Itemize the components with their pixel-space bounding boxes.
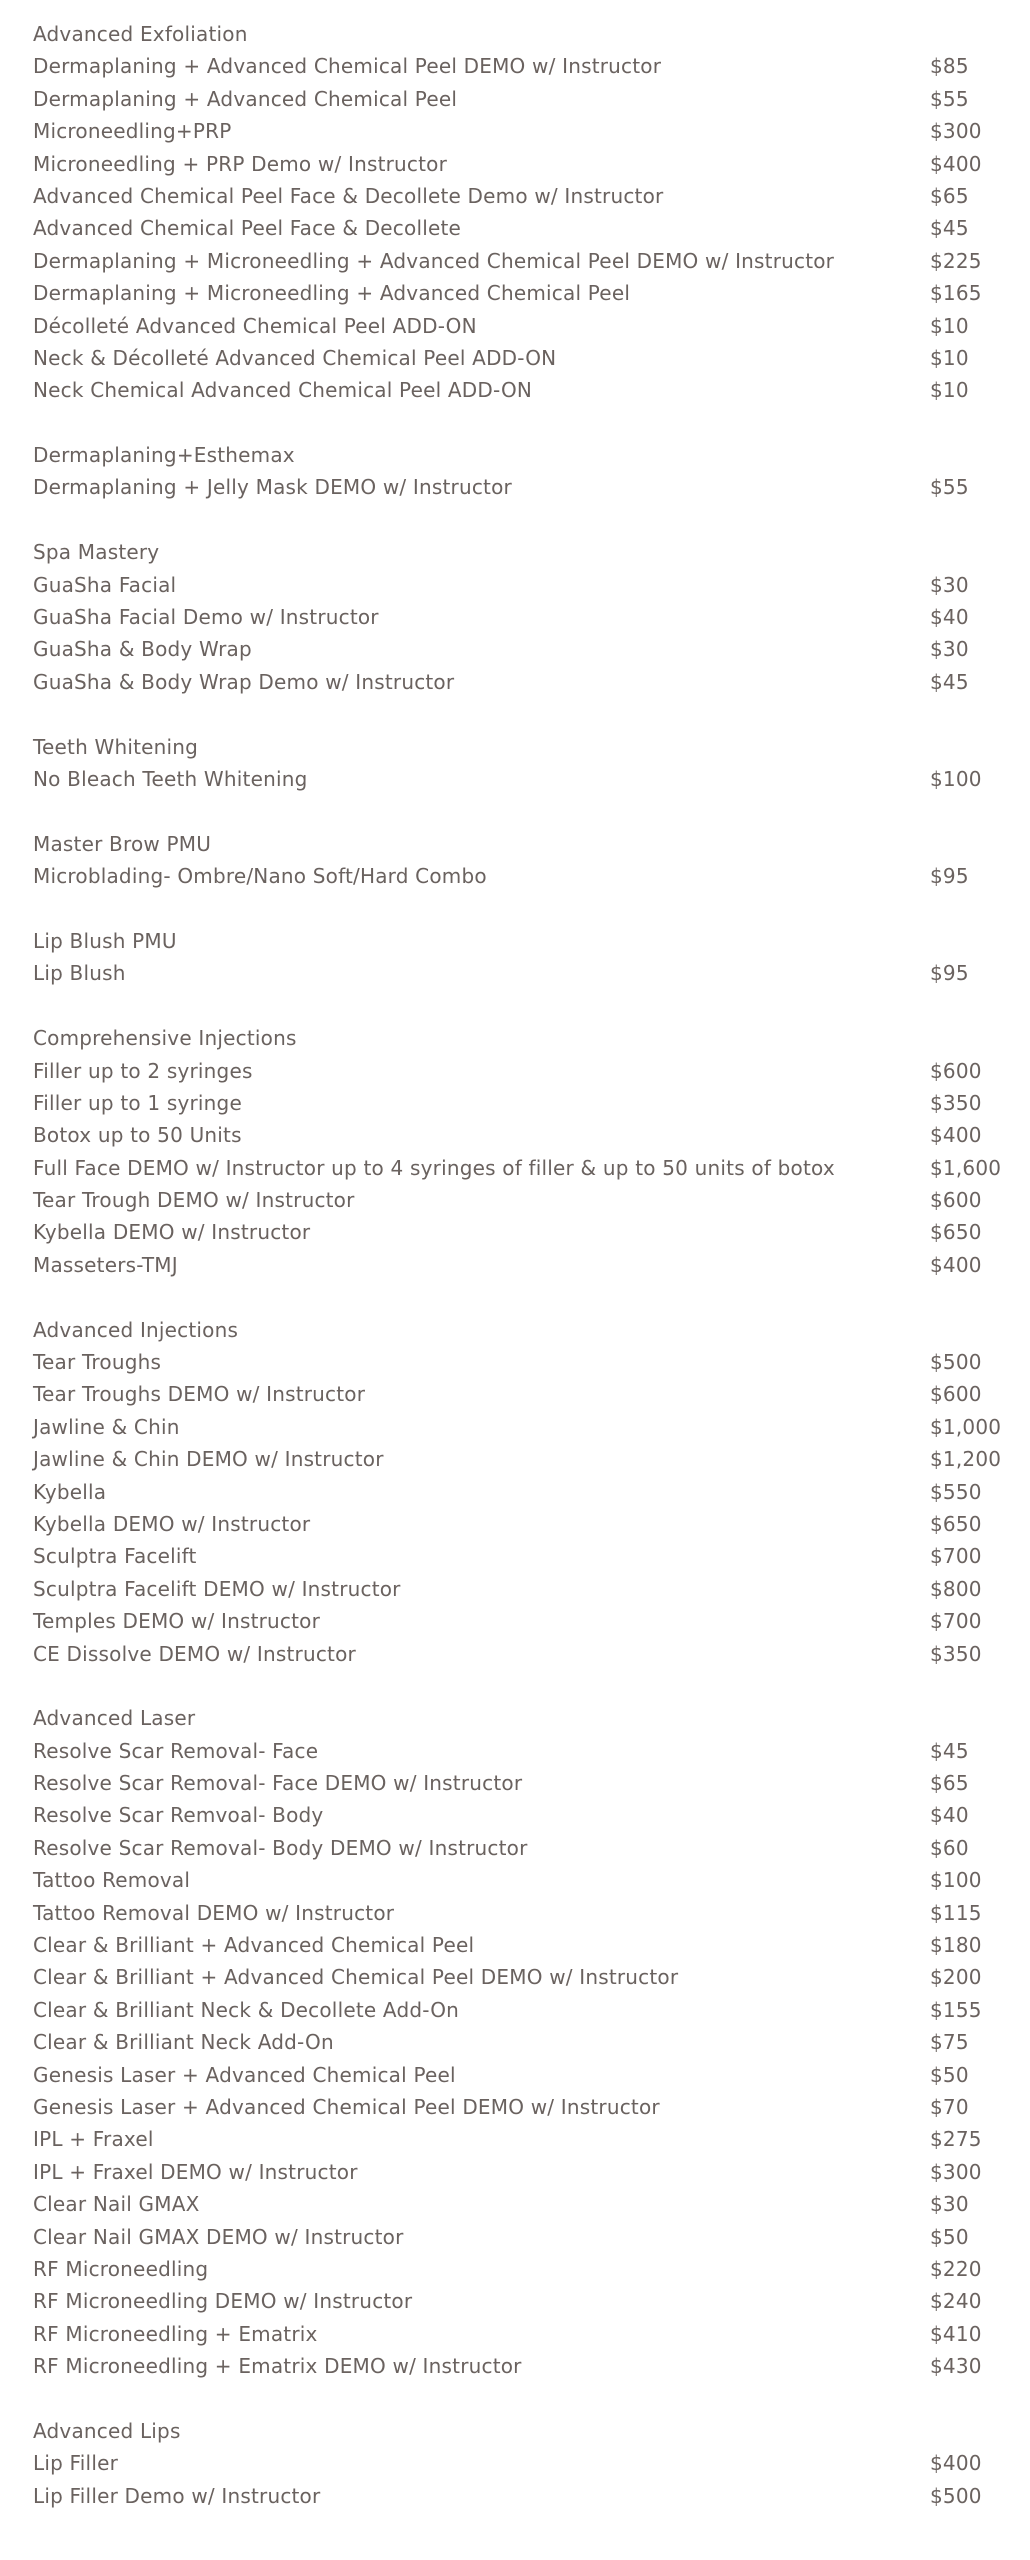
section-heading: Advanced Injections xyxy=(33,1317,239,1342)
service-name: CE Dissolve DEMO w/ Instructor xyxy=(33,1641,356,1666)
service-row xyxy=(33,1735,1013,1767)
service-row xyxy=(33,1087,1013,1119)
section-heading: Advanced Laser xyxy=(33,1706,196,1731)
service-name: Microneedling + PRP Demo w/ Instructor xyxy=(33,151,448,176)
service-price: $275 xyxy=(930,2127,982,2152)
service-row xyxy=(33,957,1013,989)
service-row xyxy=(33,2253,1013,2285)
service-name: Dermaplaning + Advanced Chemical Peel DEMO w/ Instructor xyxy=(33,54,662,79)
section-heading: Master Brow PMU xyxy=(33,831,212,856)
service-price: $100 xyxy=(930,1868,982,1893)
service-name: Clear Nail GMAX DEMO w/ Instructor xyxy=(33,2224,404,2249)
service-price: $45 xyxy=(930,216,969,241)
service-row xyxy=(33,1864,1013,1896)
service-name: Botox up to 50 Units xyxy=(33,1123,242,1148)
service-row xyxy=(33,471,1013,503)
menu-section xyxy=(33,1314,1013,1670)
service-name: Kybella DEMO w/ Instructor xyxy=(33,1220,311,1245)
service-row xyxy=(33,1411,1013,1443)
service-price: $85 xyxy=(930,54,969,79)
service-name: Clear & Brilliant + Advanced Chemical Peel xyxy=(33,1933,475,1958)
service-price: $30 xyxy=(930,637,969,662)
service-name: Temples DEMO w/ Instructor xyxy=(33,1609,321,1634)
service-price: $10 xyxy=(930,378,969,403)
service-row xyxy=(33,245,1013,277)
service-price: $400 xyxy=(930,1252,982,1277)
service-row xyxy=(33,860,1013,892)
service-price: $60 xyxy=(930,1835,969,1860)
service-price: $430 xyxy=(930,2354,982,2379)
service-price: $165 xyxy=(930,281,982,306)
service-name: Resolve Scar Removal- Body DEMO w/ Instructor xyxy=(33,1835,528,1860)
service-name: GuaSha & Body Wrap Demo w/ Instructor xyxy=(33,669,455,694)
service-price: $350 xyxy=(930,1090,982,1115)
service-price: $350 xyxy=(930,1641,982,1666)
service-row xyxy=(33,212,1013,244)
service-row xyxy=(33,1152,1013,1184)
menu-section xyxy=(33,1022,1013,1281)
service-price: $30 xyxy=(930,572,969,597)
menu-section xyxy=(33,925,1013,990)
service-price: $95 xyxy=(930,961,969,986)
service-name: RF Microneedling xyxy=(33,2256,209,2281)
menu-section xyxy=(33,18,1013,407)
service-row xyxy=(33,83,1013,115)
menu-section xyxy=(33,2415,1013,2512)
service-price: $30 xyxy=(930,2192,969,2217)
service-row xyxy=(33,569,1013,601)
service-name: Lip Blush xyxy=(33,961,126,986)
section-heading: Lip Blush PMU xyxy=(33,928,177,953)
service-price: $600 xyxy=(930,1382,982,1407)
service-row xyxy=(33,1832,1013,1864)
service-price: $400 xyxy=(930,2451,982,2476)
service-row xyxy=(33,601,1013,633)
service-row xyxy=(33,1378,1013,1410)
service-name: Dermaplaning + Jelly Mask DEMO w/ Instructor xyxy=(33,475,512,500)
service-price: $40 xyxy=(930,1803,969,1828)
service-price: $155 xyxy=(930,1997,982,2022)
service-row xyxy=(33,2350,1013,2382)
service-name: Resolve Scar Removal- Face DEMO w/ Instructor xyxy=(33,1771,523,1796)
service-price: $40 xyxy=(930,605,969,630)
service-row xyxy=(33,1573,1013,1605)
service-price: $400 xyxy=(930,1123,982,1148)
service-name: Tear Trough DEMO w/ Instructor xyxy=(33,1188,355,1213)
service-price: $45 xyxy=(930,669,969,694)
service-name: Jawline & Chin DEMO w/ Instructor xyxy=(33,1447,384,1472)
service-price: $1,200 xyxy=(930,1447,1002,1472)
service-price: $225 xyxy=(930,248,982,273)
menu-section xyxy=(33,439,1013,504)
service-name: Filler up to 2 syringes xyxy=(33,1058,253,1083)
service-price: $650 xyxy=(930,1220,982,1245)
service-name: Resolve Scar Remvoal- Body xyxy=(33,1803,324,1828)
service-row xyxy=(33,666,1013,698)
service-name: No Bleach Teeth Whitening xyxy=(33,766,308,791)
service-price: $600 xyxy=(930,1188,982,1213)
menu-section xyxy=(33,828,1013,893)
service-name: Décolleté Advanced Chemical Peel ADD-ON xyxy=(33,313,477,338)
service-price: $65 xyxy=(930,183,969,208)
service-name: Dermaplaning + Advanced Chemical Peel xyxy=(33,86,458,111)
service-name: Tattoo Removal DEMO w/ Instructor xyxy=(33,1900,395,1925)
service-row xyxy=(33,633,1013,665)
service-row xyxy=(33,1346,1013,1378)
service-name: Advanced Chemical Peel Face & Decollete xyxy=(33,216,462,241)
service-price: $240 xyxy=(930,2289,982,2314)
service-name: RF Microneedling DEMO w/ Instructor xyxy=(33,2289,413,2314)
service-price: $45 xyxy=(930,1738,969,1763)
service-name: Kybella DEMO w/ Instructor xyxy=(33,1511,311,1536)
service-row xyxy=(33,1605,1013,1637)
service-price: $95 xyxy=(930,864,969,889)
service-row xyxy=(33,2059,1013,2091)
service-row xyxy=(33,763,1013,795)
section-heading: Comprehensive Injections xyxy=(33,1026,297,1051)
service-price: $550 xyxy=(930,1479,982,1504)
service-row xyxy=(33,2123,1013,2155)
service-name: Advanced Chemical Peel Face & Decollete Demo w/ Instructor xyxy=(33,183,664,208)
service-price: $500 xyxy=(930,1350,982,1375)
service-name: Dermaplaning + Microneedling + Advanced Chemical Peel DEMO w/ Instructor xyxy=(33,248,835,273)
service-name: Neck Chemical Advanced Chemical Peel ADD-ON xyxy=(33,378,533,403)
service-row xyxy=(33,1119,1013,1151)
service-row xyxy=(33,115,1013,147)
service-row xyxy=(33,1476,1013,1508)
service-row xyxy=(33,342,1013,374)
service-row xyxy=(33,1994,1013,2026)
service-name: Genesis Laser + Advanced Chemical Peel DEMO w/ Instructor xyxy=(33,2095,660,2119)
service-row xyxy=(33,1961,1013,1993)
service-price: $55 xyxy=(930,86,969,111)
service-row xyxy=(33,1540,1013,1572)
service-name: Masseters-TMJ xyxy=(33,1252,178,1277)
service-name: RF Microneedling + Ematrix DEMO w/ Instructor xyxy=(33,2354,522,2379)
service-name: Microblading- Ombre/Nano Soft/Hard Combo xyxy=(33,864,487,889)
section-heading: Advanced Exfoliation xyxy=(33,22,248,46)
service-row xyxy=(33,50,1013,82)
service-row xyxy=(33,1055,1013,1087)
service-name: Full Face DEMO w/ Instructor up to 4 syringes of filler & up to 50 units of botox xyxy=(33,1155,835,1180)
section-heading: Teeth Whitening xyxy=(33,734,199,759)
service-row xyxy=(33,2447,1013,2479)
service-price: $10 xyxy=(930,313,969,338)
service-price: $300 xyxy=(930,119,982,144)
service-name: Clear & Brilliant Neck Add-On xyxy=(33,2030,334,2055)
service-row xyxy=(33,180,1013,212)
service-row xyxy=(33,148,1013,180)
service-row xyxy=(33,374,1013,406)
service-name: Jawline & Chin xyxy=(33,1414,180,1439)
service-name: Sculptra Facelift DEMO w/ Instructor xyxy=(33,1576,401,1601)
service-name: GuaSha & Body Wrap xyxy=(33,637,252,662)
service-price: $400 xyxy=(930,151,982,176)
service-price: $700 xyxy=(930,1544,982,1569)
service-price: $50 xyxy=(930,2062,969,2087)
service-price: $1,000 xyxy=(930,1414,1002,1439)
service-name: Tattoo Removal xyxy=(33,1868,191,1893)
service-price: $700 xyxy=(930,1609,982,1634)
service-name: Neck & Décolleté Advanced Chemical Peel ADD-ON xyxy=(33,345,557,370)
service-name: Lip Filler xyxy=(33,2451,118,2476)
section-heading: Spa Mastery xyxy=(33,540,160,565)
service-price: $75 xyxy=(930,2030,969,2055)
service-price: $10 xyxy=(930,345,969,370)
service-price: $70 xyxy=(930,2095,969,2119)
service-name: Clear & Brilliant + Advanced Chemical Peel DEMO w/ Instructor xyxy=(33,1965,679,1990)
service-row xyxy=(33,1508,1013,1540)
service-price: $800 xyxy=(930,1576,982,1601)
price-menu xyxy=(33,18,1013,2544)
menu-section xyxy=(33,1702,1013,2382)
section-heading: Dermaplaning+Esthemax xyxy=(33,443,295,468)
service-name: Lip Filler Demo w/ Instructor xyxy=(33,2483,321,2508)
service-row xyxy=(33,1929,1013,1961)
service-price: $200 xyxy=(930,1965,982,1990)
service-row xyxy=(33,1767,1013,1799)
service-row xyxy=(33,1249,1013,1281)
service-row xyxy=(33,2026,1013,2058)
service-name: IPL + Fraxel xyxy=(33,2127,154,2152)
service-name: Resolve Scar Removal- Face xyxy=(33,1738,319,1763)
service-price: $410 xyxy=(930,2321,982,2346)
service-name: Genesis Laser + Advanced Chemical Peel xyxy=(33,2062,456,2087)
service-price: $500 xyxy=(930,2483,982,2508)
service-price: $220 xyxy=(930,2256,982,2281)
service-price: $100 xyxy=(930,766,982,791)
service-row xyxy=(33,1443,1013,1475)
service-row xyxy=(33,1216,1013,1248)
service-row xyxy=(33,2156,1013,2188)
service-row xyxy=(33,2221,1013,2253)
service-row xyxy=(33,1799,1013,1831)
service-name: GuaSha Facial Demo w/ Instructor xyxy=(33,605,379,630)
service-name: RF Microneedling + Ematrix xyxy=(33,2321,318,2346)
service-row xyxy=(33,277,1013,309)
service-name: Filler up to 1 syringe xyxy=(33,1090,242,1115)
service-price: $1,600 xyxy=(930,1155,1002,1180)
service-row xyxy=(33,310,1013,342)
menu-section xyxy=(33,536,1013,698)
service-price: $115 xyxy=(930,1900,982,1925)
service-row xyxy=(33,1638,1013,1670)
service-price: $650 xyxy=(930,1511,982,1536)
service-name: Sculptra Facelift xyxy=(33,1544,197,1569)
service-name: Tear Troughs xyxy=(33,1350,162,1375)
service-row xyxy=(33,2188,1013,2220)
service-price: $600 xyxy=(930,1058,982,1083)
service-row xyxy=(33,2318,1013,2350)
service-price: $50 xyxy=(930,2224,969,2249)
service-row xyxy=(33,2480,1013,2512)
service-name: Microneedling+PRP xyxy=(33,119,232,144)
service-row xyxy=(33,1897,1013,1929)
service-row xyxy=(33,2091,1013,2123)
service-name: Dermaplaning + Microneedling + Advanced Chemical Peel xyxy=(33,281,631,306)
service-row xyxy=(33,2285,1013,2317)
service-name: Kybella xyxy=(33,1479,107,1504)
menu-section xyxy=(33,731,1013,796)
service-name: GuaSha Facial xyxy=(33,572,177,597)
service-name: Clear Nail GMAX xyxy=(33,2192,200,2217)
service-price: $180 xyxy=(930,1933,982,1958)
service-name: Clear & Brilliant Neck & Decollete Add-On xyxy=(33,1997,460,2022)
service-name: IPL + Fraxel DEMO w/ Instructor xyxy=(33,2159,358,2184)
service-price: $55 xyxy=(930,475,969,500)
service-price: $300 xyxy=(930,2159,982,2184)
service-name: Tear Troughs DEMO w/ Instructor xyxy=(33,1382,366,1407)
service-row xyxy=(33,1184,1013,1216)
service-price: $65 xyxy=(930,1771,969,1796)
section-heading: Advanced Lips xyxy=(33,2418,181,2443)
